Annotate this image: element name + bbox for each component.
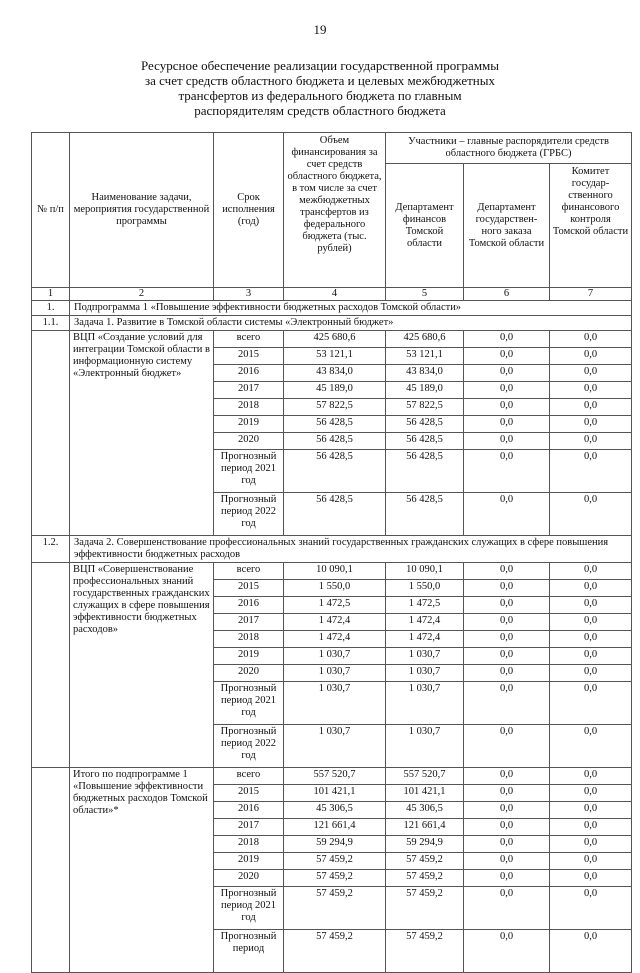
header-volume: Объем финансирования за счет средств областного бюджета, в том числе за счет межбюджетных трансфертов из федерального бюджета (тыс. рублей) — [284, 133, 386, 288]
committee-cell: 0,0 — [550, 725, 632, 768]
period-cell: Прогнозный период 2022 год — [214, 725, 284, 768]
dep-order-cell: 0,0 — [464, 819, 550, 836]
volume-cell: 45 189,0 — [284, 382, 386, 399]
header-committee: Комитет государ-ственного финансового контроля Томской области — [550, 164, 632, 288]
committee-cell: 0,0 — [550, 768, 632, 785]
committee-cell: 0,0 — [550, 802, 632, 819]
activity-name: ВЦП «Создание условий для интеграции Томской области в информационную систему «Электронный бюджет» — [70, 331, 214, 536]
section-title: Подпрограмма 1 «Повышение эффективности бюджетных расходов Томской области» — [70, 301, 632, 316]
committee-cell: 0,0 — [550, 580, 632, 597]
dep-order-cell: 0,0 — [464, 631, 550, 648]
dep-fin-cell: 53 121,1 — [386, 348, 464, 365]
volume-cell: 425 680,6 — [284, 331, 386, 348]
activity-name: ВЦП «Совершенствование профессиональных знаний государственных гражданских служащих в сфере повышения эффективности бюджетных расходов» — [70, 563, 214, 768]
dep-fin-cell: 57 459,2 — [386, 870, 464, 887]
header-participants: Участники – главные распорядители средств областного бюджета (ГРБС) — [386, 133, 632, 164]
committee-cell: 0,0 — [550, 785, 632, 802]
volume-cell: 53 121,1 — [284, 348, 386, 365]
title-line: распорядителям средств областного бюджета — [194, 103, 446, 118]
dep-fin-cell: 1 030,7 — [386, 665, 464, 682]
table-row — [32, 331, 632, 348]
dep-order-cell: 0,0 — [464, 853, 550, 870]
volume-cell: 57 459,2 — [284, 887, 386, 930]
header-term: Срок исполнения (год) — [214, 133, 284, 288]
volume-cell: 1 030,7 — [284, 665, 386, 682]
volume-cell: 57 459,2 — [284, 930, 386, 973]
dep-fin-cell: 57 459,2 — [386, 930, 464, 973]
volume-cell: 56 428,5 — [284, 416, 386, 433]
volume-cell: 56 428,5 — [284, 450, 386, 493]
period-cell: всего — [214, 331, 284, 348]
activity-name: Итого по подпрограмме 1 «Повышение эффективности бюджетных расходов Томской области»* — [70, 768, 214, 973]
table-row — [32, 768, 632, 785]
dep-order-cell: 0,0 — [464, 399, 550, 416]
dep-fin-cell: 57 459,2 — [386, 853, 464, 870]
committee-cell: 0,0 — [550, 450, 632, 493]
dep-order-cell: 0,0 — [464, 836, 550, 853]
dep-order-cell: 0,0 — [464, 768, 550, 785]
dep-fin-cell: 1 472,4 — [386, 631, 464, 648]
dep-fin-cell: 10 090,1 — [386, 563, 464, 580]
period-cell: 2019 — [214, 416, 284, 433]
section-number: 1.1. — [32, 316, 70, 331]
volume-cell: 1 030,7 — [284, 682, 386, 725]
dep-order-cell: 0,0 — [464, 382, 550, 399]
dep-order-cell: 0,0 — [464, 887, 550, 930]
dep-fin-cell: 56 428,5 — [386, 493, 464, 536]
dep-order-cell: 0,0 — [464, 493, 550, 536]
section-number: 1. — [32, 301, 70, 316]
dep-fin-cell: 557 520,7 — [386, 768, 464, 785]
dep-order-cell: 0,0 — [464, 870, 550, 887]
dep-fin-cell: 1 472,5 — [386, 597, 464, 614]
committee-cell: 0,0 — [550, 331, 632, 348]
dep-order-cell: 0,0 — [464, 930, 550, 973]
committee-cell: 0,0 — [550, 399, 632, 416]
dep-fin-cell: 57 822,5 — [386, 399, 464, 416]
volume-cell: 43 834,0 — [284, 365, 386, 382]
section-title: Задача 2. Совершенствование профессиональных знаний государственных гражданских служащих в сфере повышения эффективности бюджетных расходов — [70, 536, 632, 563]
dep-order-cell: 0,0 — [464, 433, 550, 450]
dep-fin-cell: 45 306,5 — [386, 802, 464, 819]
dep-fin-cell: 56 428,5 — [386, 450, 464, 493]
col-number: 5 — [386, 288, 464, 301]
header-num: № п/п — [32, 133, 70, 288]
dep-order-cell: 0,0 — [464, 614, 550, 631]
row-number-empty — [32, 331, 70, 536]
row-number-empty — [32, 563, 70, 768]
col-number: 1 — [32, 288, 70, 301]
committee-cell: 0,0 — [550, 493, 632, 536]
committee-cell: 0,0 — [550, 382, 632, 399]
header-dep-fin: Департамент финансов Томской области — [386, 164, 464, 288]
volume-cell: 59 294,9 — [284, 836, 386, 853]
period-cell: 2020 — [214, 433, 284, 450]
period-cell: 2015 — [214, 580, 284, 597]
committee-cell: 0,0 — [550, 836, 632, 853]
committee-cell: 0,0 — [550, 819, 632, 836]
committee-cell: 0,0 — [550, 365, 632, 382]
volume-cell: 1 550,0 — [284, 580, 386, 597]
committee-cell: 0,0 — [550, 853, 632, 870]
dep-fin-cell: 121 661,4 — [386, 819, 464, 836]
section-row — [32, 316, 632, 331]
dep-order-cell: 0,0 — [464, 682, 550, 725]
document-title — [60, 58, 580, 118]
dep-fin-cell: 1 030,7 — [386, 682, 464, 725]
period-cell: 2016 — [214, 597, 284, 614]
dep-fin-cell: 56 428,5 — [386, 416, 464, 433]
title-line: Ресурсное обеспечение реализации государственной программы — [140, 58, 500, 73]
committee-cell: 0,0 — [550, 348, 632, 365]
volume-cell: 1 472,5 — [284, 597, 386, 614]
dep-order-cell: 0,0 — [464, 416, 550, 433]
committee-cell: 0,0 — [550, 416, 632, 433]
committee-cell: 0,0 — [550, 870, 632, 887]
period-cell: 2018 — [214, 399, 284, 416]
volume-cell: 56 428,5 — [284, 433, 386, 450]
dep-fin-cell: 1 030,7 — [386, 648, 464, 665]
committee-cell: 0,0 — [550, 648, 632, 665]
row-number-empty — [32, 768, 70, 973]
period-cell: 2016 — [214, 365, 284, 382]
dep-order-cell: 0,0 — [464, 331, 550, 348]
dep-fin-cell: 43 834,0 — [386, 365, 464, 382]
dep-fin-cell: 1 472,4 — [386, 614, 464, 631]
period-cell: 2020 — [214, 870, 284, 887]
period-cell: 2017 — [214, 382, 284, 399]
header-dep-order: Департамент государствен-ного заказа Томской области — [464, 164, 550, 288]
dep-fin-cell: 101 421,1 — [386, 785, 464, 802]
committee-cell: 0,0 — [550, 930, 632, 973]
section-row — [32, 536, 632, 563]
col-number: 3 — [214, 288, 284, 301]
dep-fin-cell: 56 428,5 — [386, 433, 464, 450]
committee-cell: 0,0 — [550, 682, 632, 725]
table-row — [32, 563, 632, 580]
header-name: Наименование задачи, мероприятия государственной программы — [70, 133, 214, 288]
period-cell: Прогнозный период — [214, 930, 284, 973]
period-cell: 2016 — [214, 802, 284, 819]
dep-order-cell: 0,0 — [464, 597, 550, 614]
volume-cell: 1 472,4 — [284, 631, 386, 648]
committee-cell: 0,0 — [550, 597, 632, 614]
period-cell: 2019 — [214, 648, 284, 665]
period-cell: 2015 — [214, 785, 284, 802]
committee-cell: 0,0 — [550, 887, 632, 930]
volume-cell: 1 472,4 — [284, 614, 386, 631]
dep-order-cell: 0,0 — [464, 450, 550, 493]
committee-cell: 0,0 — [550, 433, 632, 450]
title-line: за счет средств областного бюджета и целевых межбюджетных — [144, 73, 496, 88]
dep-order-cell: 0,0 — [464, 563, 550, 580]
section-row — [32, 301, 632, 316]
dep-order-cell: 0,0 — [464, 365, 550, 382]
volume-cell: 56 428,5 — [284, 493, 386, 536]
dep-order-cell: 0,0 — [464, 665, 550, 682]
volume-cell: 57 459,2 — [284, 870, 386, 887]
dep-fin-cell: 1 550,0 — [386, 580, 464, 597]
section-number: 1.2. — [32, 536, 70, 563]
period-cell: 2015 — [214, 348, 284, 365]
dep-order-cell: 0,0 — [464, 580, 550, 597]
period-cell: всего — [214, 563, 284, 580]
committee-cell: 0,0 — [550, 563, 632, 580]
period-cell: Прогнозный период 2022 год — [214, 493, 284, 536]
dep-order-cell: 0,0 — [464, 648, 550, 665]
period-cell: Прогнозный период 2021 год — [214, 450, 284, 493]
title-line: трансфертов из федерального бюджета по главным — [178, 88, 462, 103]
period-cell: всего — [214, 768, 284, 785]
period-cell: 2019 — [214, 853, 284, 870]
committee-cell: 0,0 — [550, 631, 632, 648]
dep-fin-cell: 1 030,7 — [386, 725, 464, 768]
dep-fin-cell: 45 189,0 — [386, 382, 464, 399]
dep-order-cell: 0,0 — [464, 725, 550, 768]
committee-cell: 0,0 — [550, 614, 632, 631]
resource-table — [31, 132, 632, 973]
period-cell: 2017 — [214, 614, 284, 631]
dep-fin-cell: 425 680,6 — [386, 331, 464, 348]
volume-cell: 45 306,5 — [284, 802, 386, 819]
page-number: 19 — [313, 22, 327, 37]
volume-cell: 1 030,7 — [284, 725, 386, 768]
period-cell: 2020 — [214, 665, 284, 682]
dep-fin-cell: 57 459,2 — [386, 887, 464, 930]
dep-order-cell: 0,0 — [464, 348, 550, 365]
period-cell: Прогнозный период 2021 год — [214, 887, 284, 930]
volume-cell: 1 030,7 — [284, 648, 386, 665]
volume-cell: 57 822,5 — [284, 399, 386, 416]
dep-order-cell: 0,0 — [464, 802, 550, 819]
volume-cell: 557 520,7 — [284, 768, 386, 785]
col-number: 6 — [464, 288, 550, 301]
committee-cell: 0,0 — [550, 665, 632, 682]
period-cell: 2018 — [214, 836, 284, 853]
volume-cell: 10 090,1 — [284, 563, 386, 580]
period-cell: 2018 — [214, 631, 284, 648]
dep-order-cell: 0,0 — [464, 785, 550, 802]
col-number: 7 — [550, 288, 632, 301]
period-cell: Прогнозный период 2021 год — [214, 682, 284, 725]
section-title: Задача 1. Развитие в Томской области системы «Электронный бюджет» — [70, 316, 632, 331]
period-cell: 2017 — [214, 819, 284, 836]
volume-cell: 101 421,1 — [284, 785, 386, 802]
dep-fin-cell: 59 294,9 — [386, 836, 464, 853]
volume-cell: 121 661,4 — [284, 819, 386, 836]
col-number: 4 — [284, 288, 386, 301]
volume-cell: 57 459,2 — [284, 853, 386, 870]
col-number: 2 — [70, 288, 214, 301]
